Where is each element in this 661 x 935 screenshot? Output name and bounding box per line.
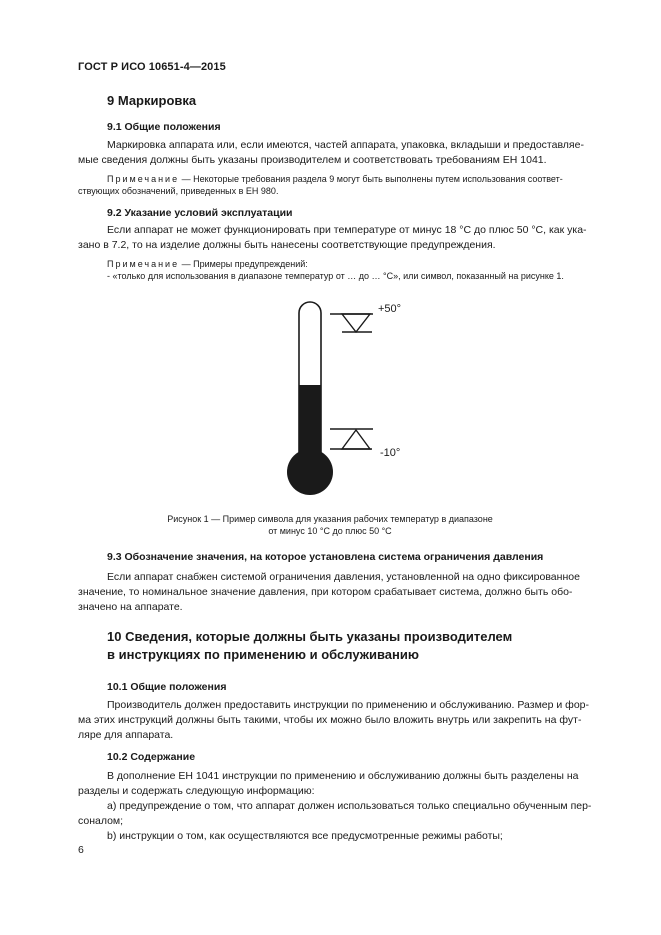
lower-limit-triangle-icon <box>330 429 373 449</box>
section-9-3-para-line1: Если аппарат снабжен системой ограничения давления, установленной на одно фиксированное <box>107 571 580 583</box>
section-10-1-title: 10.1 Общие положения <box>107 681 227 693</box>
section-10-1-para-line2: ма этих инструкций должны быть такими, чтобы их можно было вложить внутрь или закрепить на фут- <box>78 714 582 726</box>
section-10-2-para-line2: разделы и содержать следующую информацию: <box>78 785 315 797</box>
thermometer-icon <box>287 302 333 495</box>
upper-limit-label: +50° <box>378 303 402 315</box>
lower-limit-label: -10° <box>380 447 401 459</box>
document-header: ГОСТ Р ИСО 10651-4—2015 <box>78 61 226 73</box>
list-item-a-line2: соналом; <box>78 815 124 827</box>
thermometer-figure <box>280 292 440 504</box>
section-10-1-para-line1: Производитель должен предоставить инструкции по применению и обслуживанию. Размер и фор- <box>107 699 589 711</box>
figure-caption-line1: Рисунок 1 — Пример символа для указания рабочих температур в диапазоне <box>167 514 493 524</box>
section-9-1-para-line2: мые сведения должны быть указаны производителем и соответствовать требованиям ЕН 1041. <box>78 154 547 166</box>
list-item-a-line1: a) предупреждение о том, что аппарат должен использоваться только специально обученным пер- <box>107 800 592 812</box>
section-9-1-title: 9.1 Общие положения <box>107 121 221 133</box>
note-text: — Некоторые требования раздела 9 могут быть выполнены путем использования соответ- <box>179 174 563 184</box>
section-9-1-note-line2: ствующих обозначений, приведенных в ЕН 980. <box>78 186 279 196</box>
section-9-3-para-line2: значение, то номинальное значение давления, при котором срабатывает система, должно быть обо- <box>78 586 573 598</box>
section-10-title-line2: в инструкциях по применению и обслуживанию <box>107 647 419 662</box>
section-9-1-para-line1: Маркировка аппарата или, если имеются, частей аппарата, упаковка, вкладыши и предоставляе- <box>107 139 584 151</box>
section-9-2-title: 9.2 Указание условий эксплуатации <box>107 207 293 219</box>
section-9-3-title: 9.3 Обозначение значения, на которое установлена система ограничения давления <box>107 551 544 563</box>
section-9-2-para-line2: зано в 7.2, то на изделие должны быть нанесены соответствующие предупреждения. <box>78 239 496 251</box>
page-number: 6 <box>78 844 84 856</box>
list-item-b-line1: b) инструкции о том, как осуществляются все предусмотренные режимы работы; <box>107 830 503 842</box>
section-10-2-para-line1: В дополнение ЕН 1041 инструкции по применению и обслуживанию должны быть разделены на <box>107 770 579 782</box>
section-10-2-title: 10.2 Содержание <box>107 751 196 763</box>
figure-caption-line2: от минус 10 °С до плюс 50 °С <box>268 526 392 536</box>
section-9-2-note-line1 <box>107 258 308 270</box>
upper-limit-triangle-icon <box>330 314 373 332</box>
note-label: Примечание <box>107 174 180 184</box>
section-9-1-note-line1 <box>107 173 563 185</box>
section-9-3-para-line3: значено на аппарате. <box>78 601 183 613</box>
note-text: — Примеры предупреждений: <box>179 259 308 269</box>
section-10-1-para-line3: ляре для аппарата. <box>78 729 174 741</box>
section-9-2-para-line1: Если аппарат не может функционировать при температуре от минус 18 °С до плюс 50 °С, как ука- <box>107 224 587 236</box>
section-10-title-line1: 10 Сведения, которые должны быть указаны производителем <box>107 629 513 644</box>
note-label: Примечание <box>107 259 180 269</box>
section-9-title: 9 Маркировка <box>107 93 197 108</box>
section-9-2-note-line2: - «только для использования в диапазоне температур от … до … °С», или символ, показанный на рисунке 1. <box>107 271 564 281</box>
